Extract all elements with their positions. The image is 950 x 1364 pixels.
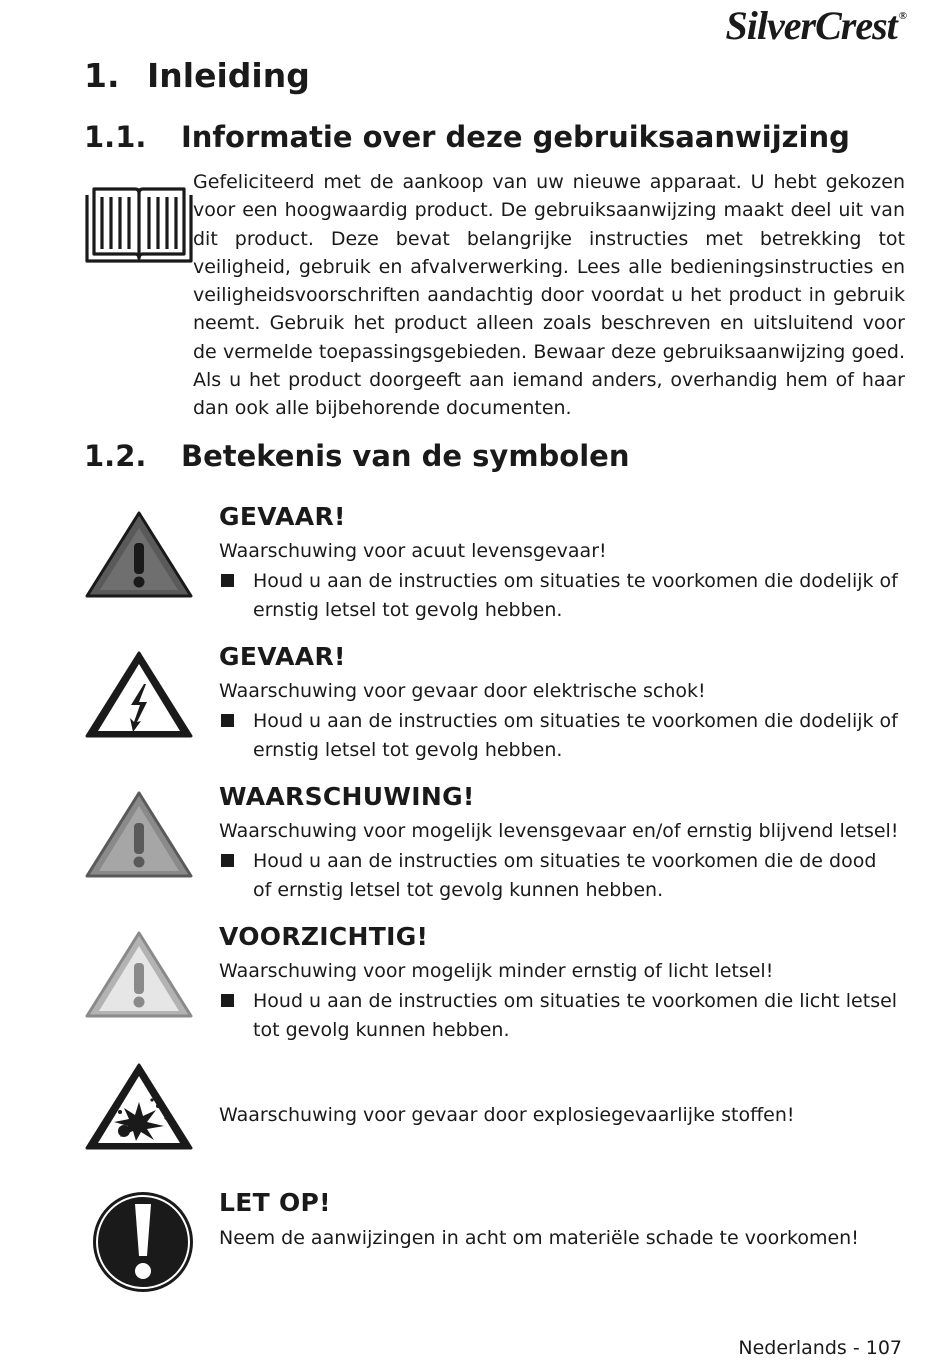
symbol-description: Waarschuwing voor mogelijk levensgevaar en/of ernstig blijvend letsel! (219, 820, 899, 842)
bullet-item (219, 987, 899, 1045)
section-heading-informatie (84, 120, 850, 154)
bullet-item (219, 707, 899, 765)
page-footer-label: Nederlands - 107 (738, 1337, 902, 1359)
bullet-square-icon (221, 854, 234, 867)
danger-warning-triangle-icon (84, 510, 194, 600)
caution-triangle-icon (84, 930, 194, 1020)
section-title: Betekenis van de symbolen (181, 439, 630, 473)
electric-shock-triangle-icon (84, 650, 194, 740)
section-heading-symbolen (84, 439, 629, 473)
symbol-description: Neem de aanwijzingen in acht om materiële schade te voorkomen! (219, 1227, 859, 1249)
section-number: 1. (84, 56, 120, 95)
section-title: Informatie over deze gebruiksaanwijzing (181, 120, 850, 154)
bullet-text: Houd u aan de instructies om situaties te voorkomen die dodelijk of ernstig letsel tot gevolg hebben. (253, 570, 898, 621)
bullet-text: Houd u aan de instructies om situaties te voorkomen die licht letsel tot gevolg kunnen hebben. (253, 990, 898, 1041)
bullet-square-icon (221, 994, 234, 1007)
bullet-item (219, 567, 899, 625)
symbol-description: Waarschuwing voor gevaar door explosiegevaarlijke stoffen! (219, 1104, 795, 1126)
signal-word: GEVAAR! (219, 502, 346, 531)
signal-word: LET OP! (219, 1188, 331, 1217)
bullet-text: Houd u aan de instructies om situaties te voorkomen die dodelijk of ernstig letsel tot gevolg hebben. (253, 710, 898, 761)
attention-exclamation-circle-icon (84, 1190, 194, 1294)
manual-book-icon (84, 183, 194, 267)
bullet-item (219, 847, 899, 905)
registered-mark: ® (898, 10, 906, 22)
section-title: Inleiding (147, 56, 310, 95)
brand-logo (726, 2, 906, 49)
section-heading-inleiding (84, 56, 310, 95)
bullet-text: Houd u aan de instructies om situaties te voorkomen die de dood of ernstig letsel tot gevolg kunnen hebben. (253, 850, 877, 901)
signal-word: WAARSCHUWING! (219, 782, 475, 811)
signal-word: VOORZICHTIG! (219, 922, 429, 951)
symbol-description: Waarschuwing voor mogelijk minder ernstig of licht letsel! (219, 960, 774, 982)
section-number: 1.1. (84, 120, 147, 154)
brand-logo-text: SilverCrest (725, 3, 897, 48)
explosive-hazard-triangle-icon (84, 1062, 194, 1152)
warning-triangle-icon (84, 790, 194, 880)
symbol-description: Waarschuwing voor gevaar door elektrische schok! (219, 680, 706, 702)
bullet-square-icon (221, 574, 234, 587)
intro-paragraph: Gefeliciteerd met de aankoop van uw nieuwe apparaat. U hebt gekozen voor een hoogwaardig product. De gebruiksaanwijzing maakt deel uit van dit product. Deze bevat belangrijke instructies met betrekking tot veiligheid, gebruik en afvalverwerking. Lees alle bedieningsinstructies en veiligheidsvoorschriften aandachtig door voordat u het product in gebruik neemt. Gebruik het product alleen zoals beschreven en uitsluitend voor de vermelde toepassingsgebieden. Bewaar deze gebruiksaanwijzing goed. Als u het product doorgeeft aan iemand anders, overhandig hem of haar dan ook alle bijbehorende documenten. (193, 171, 905, 420)
section-number: 1.2. (84, 439, 147, 473)
signal-word: GEVAAR! (219, 642, 346, 671)
symbol-description: Waarschuwing voor acuut levensgevaar! (219, 540, 607, 562)
bullet-square-icon (221, 714, 234, 727)
